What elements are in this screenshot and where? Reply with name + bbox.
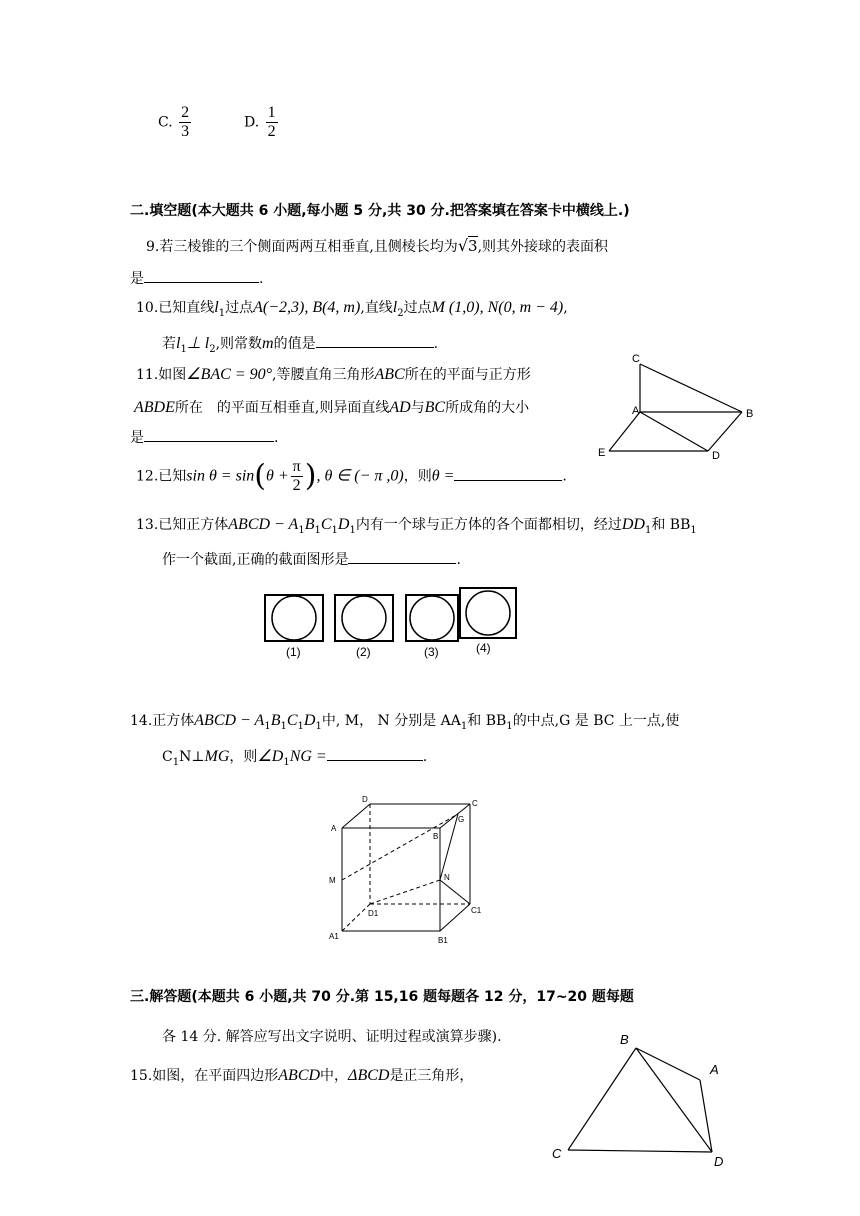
section2-heading: 二.填空题(本大题共 6 小题,每小题 5 分,共 30 分.把答案填在答案卡中横线上.)	[130, 203, 630, 219]
q14-edge-a1d1	[342, 904, 370, 931]
option-c-denominator: 3	[181, 123, 190, 140]
q15-label-d: D	[714, 1154, 724, 1169]
q13-answer-blank[interactable]	[348, 549, 456, 564]
q15-label-b: B	[620, 1032, 629, 1047]
q9-text-a: 9.若三棱锥的三个侧面两两互相垂直,且侧棱长均为	[146, 239, 458, 255]
q13-text-c: 和 BB	[651, 517, 691, 533]
q13-period: .	[456, 552, 461, 568]
q15-edge-cd	[568, 1150, 712, 1152]
q11-ad: AD	[389, 399, 411, 416]
section3-line2: 各 14 分. 解答应写出文字说明、证明过程或演算步骤).	[162, 1029, 502, 1045]
q13-label-4: (4)	[476, 641, 491, 655]
q13-sub-4: 1	[349, 524, 356, 536]
q12-period: .	[562, 468, 567, 485]
q11-figure	[596, 346, 766, 466]
q11-label-c: C	[632, 353, 640, 365]
q14-cube-b: B	[270, 712, 281, 729]
q13-cube-c: C	[320, 516, 332, 533]
q13-text-d: 作一个截面,正确的截面图形是	[162, 552, 349, 568]
q12-theta-eq: θ =	[431, 467, 455, 485]
q14-text-b: 中, M， N 分别是 AA	[321, 713, 461, 729]
q11-label-d: D	[712, 450, 720, 462]
q11-text-f: 所成角的大小	[445, 400, 530, 416]
q12-range: , θ ∈ (− π ,0)	[316, 467, 404, 485]
q14-cube: ABCD − A	[194, 712, 265, 729]
q14-label-n: N	[444, 873, 450, 882]
q15-tri: ΔBCD	[348, 1067, 390, 1084]
q15-label-c: C	[552, 1146, 562, 1161]
q12-paren-close: )	[304, 458, 317, 494]
q14-sub-4: 1	[315, 720, 322, 732]
q9-sqrt-value: 3	[468, 237, 478, 255]
q13-sub-2: 1	[314, 524, 321, 536]
q10-text-e: ,	[563, 300, 568, 316]
q14-sub-5: 1	[460, 720, 468, 732]
q11-edge-ad	[640, 412, 708, 451]
q14-sub-1: 1	[264, 720, 271, 732]
q9-period: .	[259, 271, 264, 287]
q14-label-g: G	[458, 815, 465, 824]
q11-label-e: E	[598, 447, 606, 459]
q13-label-1: (1)	[286, 645, 301, 659]
q14-text-f: N⊥	[179, 749, 205, 765]
q12-answer-blank[interactable]	[454, 466, 562, 481]
q13-dd1: DD	[621, 516, 645, 533]
q13-label-3: (3)	[424, 645, 439, 659]
q14-angle: ∠D	[257, 748, 284, 765]
q12-pi: π	[292, 458, 301, 475]
option-d	[244, 104, 280, 154]
q9-text-c: 是	[130, 271, 144, 287]
q10-l2: l	[392, 299, 398, 316]
q11-bc: BC	[424, 399, 446, 416]
q14-angle-b: NG =	[289, 748, 327, 765]
q10-text-d: 过点	[403, 300, 432, 316]
q13-option-1	[265, 595, 323, 641]
q15-edge-ba	[636, 1048, 700, 1080]
q9-answer-blank[interactable]	[144, 268, 259, 283]
q14-period: .	[422, 749, 428, 765]
q11-text-e: 与	[410, 400, 425, 416]
q15-text-b: 中，	[320, 1068, 349, 1084]
q11-label-a: A	[632, 405, 640, 417]
q14-mg: MG	[204, 748, 230, 765]
q10-points-mn: M (1,0), N(0, m − 4)	[431, 299, 564, 316]
q13-option-3	[406, 595, 458, 641]
q14-text-d: 的中点,G 是 BC 上一点,使	[512, 713, 680, 729]
sqrt-symbol: √	[457, 236, 469, 255]
section3-heading: 三.解答题(本题共 6 小题,共 70 分.第 15,16 题每题各 12 分，17~20 题每题	[130, 989, 634, 1005]
q14-label-b1: B1	[438, 936, 448, 945]
q14-sub-7: 1	[172, 756, 180, 768]
q10-line1	[136, 298, 568, 324]
q10-text-h: 的值是	[273, 336, 316, 352]
q14-line-mg	[342, 814, 458, 880]
q10-perp: ⊥ l	[186, 335, 210, 352]
q14-text-a: 14.正方体	[130, 713, 195, 729]
q14-label-a: A	[331, 824, 337, 833]
q10-answer-blank[interactable]	[316, 333, 434, 348]
q15-text-c: 是正三角形，	[389, 1068, 474, 1084]
option-d-label: D.	[244, 114, 260, 131]
q12-pi-fraction	[291, 458, 303, 495]
q12-expr-a: sin θ = sin	[186, 467, 255, 485]
q14-label-m: M	[329, 876, 336, 885]
q14-sub-2: 1	[280, 720, 287, 732]
q15-edge-bd	[636, 1048, 712, 1152]
q14-line-ng	[440, 814, 458, 880]
q15-label-a: A	[710, 1062, 719, 1077]
q10-l1b: l	[176, 335, 181, 352]
option-c-label: C.	[158, 114, 173, 131]
q11-period: .	[274, 430, 279, 446]
q10-text-c: ,直线	[360, 300, 393, 316]
q11-edge-db	[708, 412, 742, 451]
q10-points-ab: A(−2,3), B(4, m)	[253, 299, 361, 316]
q14-text-g: ，则	[229, 749, 258, 765]
q12-text-b: ，则	[403, 468, 432, 485]
q11-answer-blank[interactable]	[144, 427, 274, 442]
q14-label-d: D	[362, 795, 368, 804]
q11-text-c: 所在的平面与正方形	[404, 367, 531, 383]
q14-label-b: B	[433, 832, 439, 841]
q15-line	[130, 1066, 473, 1086]
q12-two: 2	[292, 477, 301, 494]
q14-line-d1n	[370, 880, 440, 904]
q13-option-2	[335, 595, 393, 641]
q10-l1-sub: 1	[218, 307, 226, 319]
q10-l2b-sub: 2	[209, 343, 216, 355]
q13-text-a: 13.已知正方体	[136, 517, 229, 533]
q14-label-c1: C1	[471, 906, 482, 915]
q10-l1: l	[214, 299, 219, 316]
q10-text-f: 若	[162, 336, 176, 352]
q9-line1	[146, 236, 608, 257]
q14-text-c: 和 BB	[467, 713, 507, 729]
q13-cube-d: D	[337, 516, 350, 533]
q13-label-2: (2)	[356, 645, 371, 659]
q14-label-a1: A1	[329, 932, 339, 941]
q14-figure	[324, 792, 484, 946]
q13-text-b: 内有一个球与正方体的各个面都相切，经过	[355, 517, 622, 533]
q10-text-g: ,则常数	[215, 336, 263, 352]
q10-period: .	[433, 336, 439, 352]
option-c-fraction	[179, 104, 191, 141]
q13-line2	[162, 549, 461, 570]
q11-abc: ABC	[374, 366, 405, 383]
q10-l2-sub: 2	[397, 307, 404, 319]
q15-edge-ad	[700, 1080, 712, 1152]
q13-line1	[136, 515, 697, 541]
q11-text-a: 11.如图	[136, 367, 187, 383]
q15-figure	[548, 1028, 738, 1174]
q15-edge-bc	[568, 1048, 636, 1150]
q10-m: m	[262, 335, 274, 352]
option-d-denominator: 2	[267, 123, 276, 140]
q13-cube-b: B	[304, 516, 315, 533]
q14-label-c: C	[472, 799, 478, 808]
q14-text-e: C	[162, 749, 173, 765]
q15-abcd: ABCD	[278, 1067, 321, 1084]
q13-option-4	[460, 588, 516, 638]
q9-line2	[130, 268, 263, 289]
q13-sub-5: 1	[644, 524, 652, 536]
q11-text-b: ,等腰直角三角形	[272, 367, 375, 383]
q14-edge-ad	[342, 804, 370, 828]
q10-text-b: 过点	[225, 300, 254, 316]
q11-abde: ABDE	[134, 399, 175, 416]
q12-theta-plus: θ +	[265, 467, 289, 485]
q14-answer-blank[interactable]	[327, 746, 423, 761]
q11-angle: ∠BAC = 90°	[186, 366, 273, 383]
q14-line1	[130, 711, 679, 737]
q14-line2	[162, 746, 427, 773]
q12-line	[136, 458, 567, 498]
q11-line1	[136, 365, 531, 385]
q13-sub-3: 1	[331, 524, 338, 536]
q11-line2	[134, 398, 529, 418]
q13-figure	[262, 586, 522, 662]
q15-text-a: 15.如图，在平面四边形	[130, 1068, 279, 1084]
q11-edge-ae	[609, 412, 640, 451]
q11-label-b: B	[746, 408, 754, 420]
q11-line3	[130, 427, 278, 448]
option-d-numerator: 1	[267, 104, 276, 121]
option-d-fraction	[266, 104, 278, 141]
q11-text-g: 是	[130, 430, 144, 446]
q13-sub-1: 1	[298, 524, 305, 536]
q12-text-a: 12.已知	[136, 468, 187, 485]
q10-text-a: 10.已知直线	[136, 300, 215, 316]
q14-line-nc1	[440, 880, 470, 904]
q10-line2	[162, 333, 438, 360]
q11-edge-cb	[640, 364, 742, 412]
q12-paren-open: (	[254, 458, 266, 494]
q14-cube-d: D	[303, 712, 316, 729]
q14-sub-8: 1	[283, 756, 290, 768]
q14-sub-3: 1	[297, 720, 304, 732]
q14-cube-c: C	[286, 712, 298, 729]
q11-text-d: 所在 的平面互相垂直,则异面直线	[174, 400, 390, 416]
q13-cube: ABCD − A	[228, 516, 299, 533]
q13-sub-6: 1	[690, 524, 697, 536]
option-c	[158, 104, 193, 154]
q14-sub-6: 1	[506, 720, 513, 732]
q14-label-d1: D1	[368, 909, 379, 918]
option-c-numerator: 2	[181, 104, 190, 121]
q14-edge-b1c1	[440, 904, 470, 931]
q9-text-b: ,则其外接球的表面积	[477, 239, 609, 255]
q10-l1b-sub: 1	[180, 343, 187, 355]
